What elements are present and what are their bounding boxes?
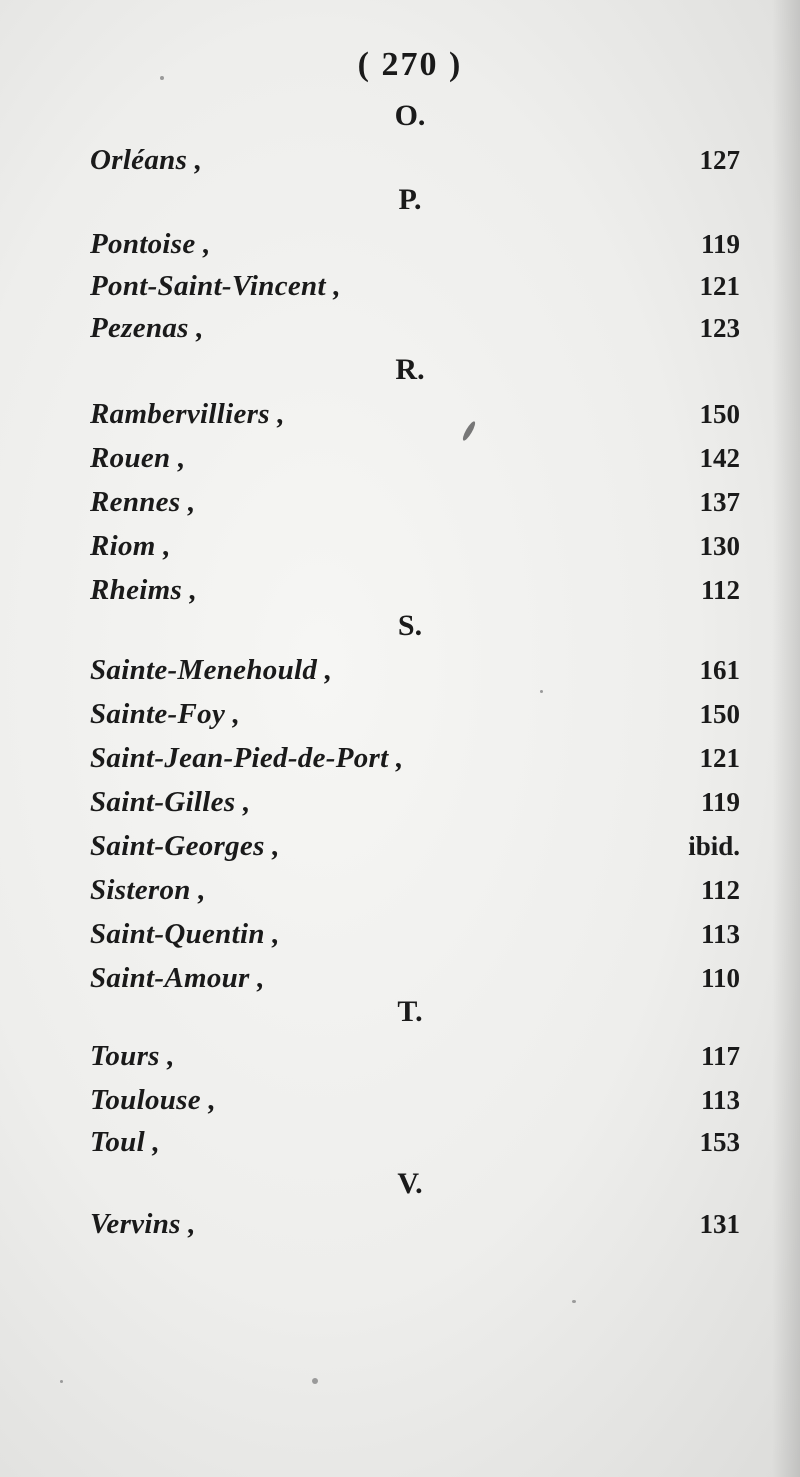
place-name: Pezenas , xyxy=(90,311,204,344)
section-letter-s: S. xyxy=(397,609,423,642)
page-reference: 121 xyxy=(699,742,740,773)
page-reference: 161 xyxy=(699,654,740,685)
index-entry xyxy=(90,436,740,480)
place-name: Toul , xyxy=(90,1125,161,1158)
page-reference: 110 xyxy=(700,962,740,993)
page-reference: 153 xyxy=(699,1126,740,1157)
index-entry xyxy=(90,912,740,956)
place-name: Orléans , xyxy=(90,143,203,176)
index-entry xyxy=(90,1120,740,1164)
place-name: Riom , xyxy=(90,529,171,562)
place-name: Vervins , xyxy=(90,1207,196,1240)
index-entry xyxy=(90,306,740,350)
index-entry xyxy=(90,480,740,524)
page-reference: 137 xyxy=(699,486,740,517)
page-reference: ibid. xyxy=(688,830,740,861)
page-reference: 119 xyxy=(700,786,740,817)
page-reference: 123 xyxy=(699,312,740,343)
index-entry xyxy=(90,868,740,912)
index-entry xyxy=(90,780,740,824)
place-name: Pont-Saint-Vincent , xyxy=(90,269,341,302)
index-entry xyxy=(90,1078,740,1122)
page-reference: 127 xyxy=(699,144,740,175)
index-entry xyxy=(90,264,740,308)
paper-speck xyxy=(60,1380,63,1383)
index-entry xyxy=(90,1202,740,1246)
section-letter-r: R. xyxy=(395,353,425,386)
index-entry xyxy=(90,524,740,568)
place-name: Sisteron , xyxy=(90,873,206,906)
page-reference: 113 xyxy=(700,918,740,949)
index-entry xyxy=(90,692,740,736)
page-reference: 119 xyxy=(700,228,740,259)
section-letter-o: O. xyxy=(394,99,426,132)
place-name: Sainte-Foy , xyxy=(90,697,241,730)
index-entry xyxy=(90,222,740,266)
place-name: Tours , xyxy=(90,1039,175,1072)
index-entry xyxy=(90,392,740,436)
place-name: Sainte-Menehould , xyxy=(90,653,333,686)
place-name: Rennes , xyxy=(90,485,196,518)
place-name: Pontoise , xyxy=(90,227,211,260)
index-entry xyxy=(90,1034,740,1078)
section-letter-t: T. xyxy=(397,995,423,1028)
page-reference: 131 xyxy=(699,1208,740,1239)
page-reference: 150 xyxy=(699,698,740,729)
page-reference: 142 xyxy=(699,442,740,473)
place-name: Rouen , xyxy=(90,441,186,474)
place-name: Rheims , xyxy=(90,573,198,606)
place-name: Toulouse , xyxy=(90,1083,217,1116)
paper-speck xyxy=(540,690,543,693)
page-reference: 112 xyxy=(700,874,740,905)
index-entry xyxy=(90,648,740,692)
paper-speck xyxy=(160,76,164,80)
page-reference: 117 xyxy=(700,1040,740,1071)
place-name: Saint-Gilles , xyxy=(90,785,251,818)
index-entry xyxy=(90,736,740,780)
place-name: Rambervilliers , xyxy=(90,397,285,430)
page-reference: 113 xyxy=(700,1084,740,1115)
section-letter-v: V. xyxy=(397,1167,423,1200)
index-entry xyxy=(90,824,740,868)
paper-speck xyxy=(312,1378,318,1384)
page-number: ( 270 ) xyxy=(357,46,463,83)
index-entry xyxy=(90,138,740,182)
page-reference: 150 xyxy=(699,398,740,429)
place-name: Saint-Amour , xyxy=(90,961,265,994)
page-reference: 112 xyxy=(700,574,740,605)
place-name: Saint-Georges , xyxy=(90,829,280,862)
paper-speck xyxy=(572,1300,576,1303)
place-name: Saint-Quentin , xyxy=(90,917,280,950)
page-reference: 121 xyxy=(699,270,740,301)
place-name: Saint-Jean-Pied-de-Port , xyxy=(90,741,404,774)
page-reference: 130 xyxy=(699,530,740,561)
section-letter-p: P. xyxy=(398,183,422,216)
